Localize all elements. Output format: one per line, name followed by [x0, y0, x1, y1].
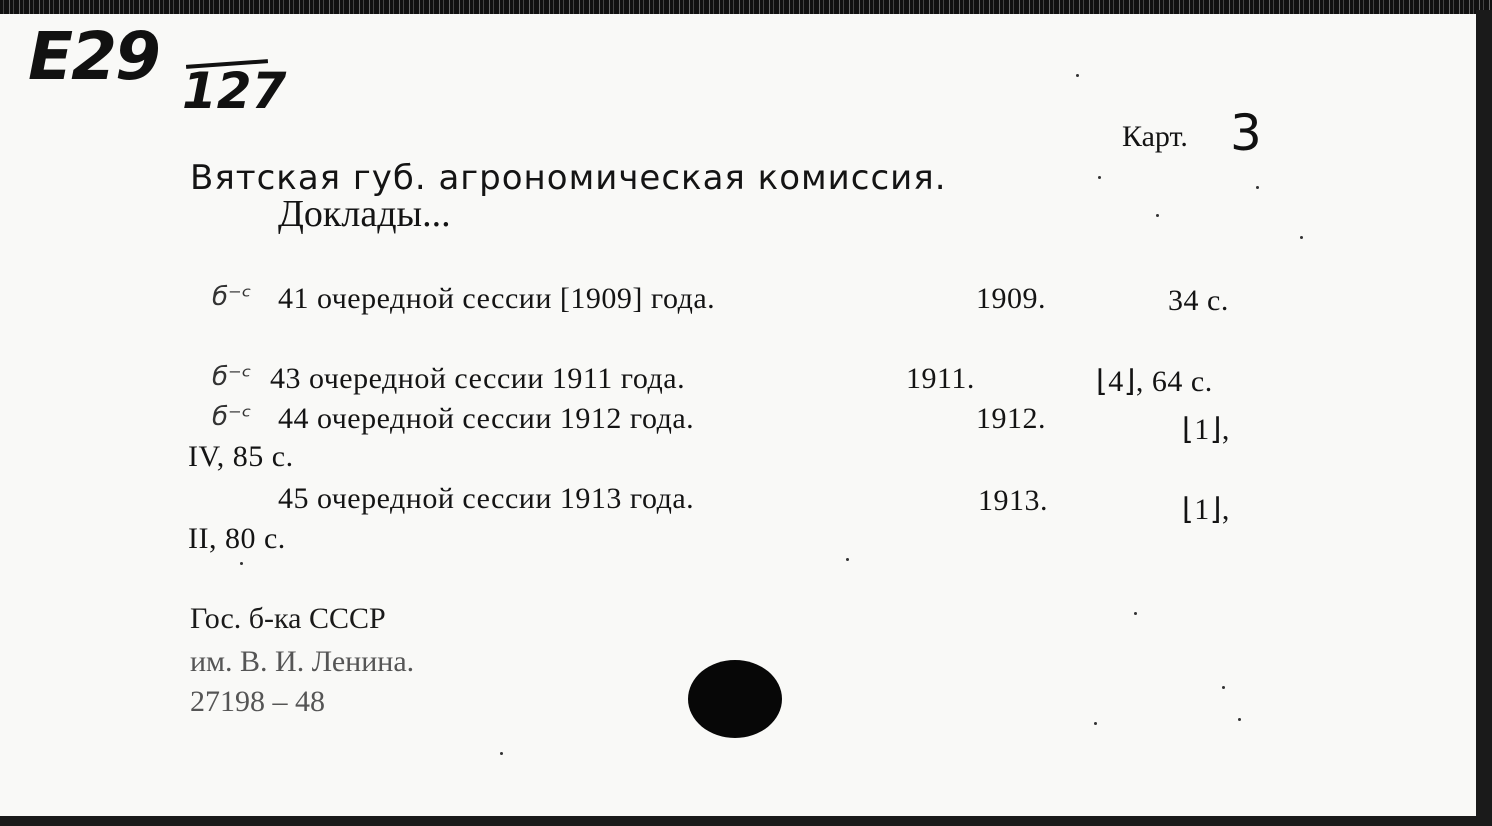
scan-speck [1098, 176, 1101, 179]
entry-extent: ⌊1⌋, [1182, 493, 1230, 526]
entry-mark: б⁻ᶜ [212, 362, 252, 392]
entry-extent-continued: II, 80 с. [188, 522, 286, 555]
card-bottom-edge [0, 816, 1492, 826]
card-right-edge [1476, 10, 1492, 826]
entry-year: 1913. [978, 484, 1048, 517]
scan-speck [500, 752, 503, 755]
entry-year: 1912. [976, 402, 1046, 435]
scan-speck [1238, 718, 1241, 721]
scan-speck [1222, 686, 1225, 689]
entry-extent-continued: IV, 85 с. [188, 440, 294, 473]
entry-year: 1909. [976, 282, 1046, 315]
scan-speck [1094, 722, 1097, 725]
entry-title: 41 очередной сессии [1909] года. [278, 282, 716, 315]
library-stamp-line-2: им. В. И. Ленина. [190, 645, 415, 678]
entry-title: 45 очередной сессии 1913 года. [278, 482, 695, 515]
card-subheading: Доклады... [278, 193, 451, 235]
entry-title: 44 очередной сессии 1912 года. [278, 402, 695, 435]
card-number-value: 3 [1230, 104, 1262, 162]
entry-extent: ⌊4⌋, 64 с. [1096, 365, 1213, 398]
shelfmark-main: E29 [28, 18, 159, 95]
scan-speck [1134, 612, 1137, 615]
scan-speck [1300, 236, 1303, 239]
card-top-edge [0, 0, 1492, 14]
scan-speck [1156, 214, 1159, 217]
entry-mark: б⁻ᶜ [212, 282, 252, 312]
entry-extent: 34 с. [1168, 284, 1229, 317]
entry-mark: б⁻ᶜ [212, 402, 252, 432]
shelfmark-sub: 127 [182, 62, 287, 120]
entry-extent: ⌊1⌋, [1182, 413, 1230, 446]
punched-hole [688, 660, 782, 738]
entry-title: 43 очередной сессии 1911 года. [270, 362, 686, 395]
entry-year: 1911. [906, 362, 975, 395]
scan-speck [846, 558, 849, 561]
scan-speck [240, 562, 243, 565]
scan-speck [1076, 74, 1079, 77]
library-stamp-line-3: 27198 – 48 [190, 685, 325, 718]
scan-speck [1256, 186, 1259, 189]
card-number-label: Карт. [1122, 120, 1188, 153]
card-heading: Вятская губ. агрономическая комиссия. [190, 158, 947, 198]
library-stamp-line-1: Гос. б-ка СССР [190, 602, 386, 635]
